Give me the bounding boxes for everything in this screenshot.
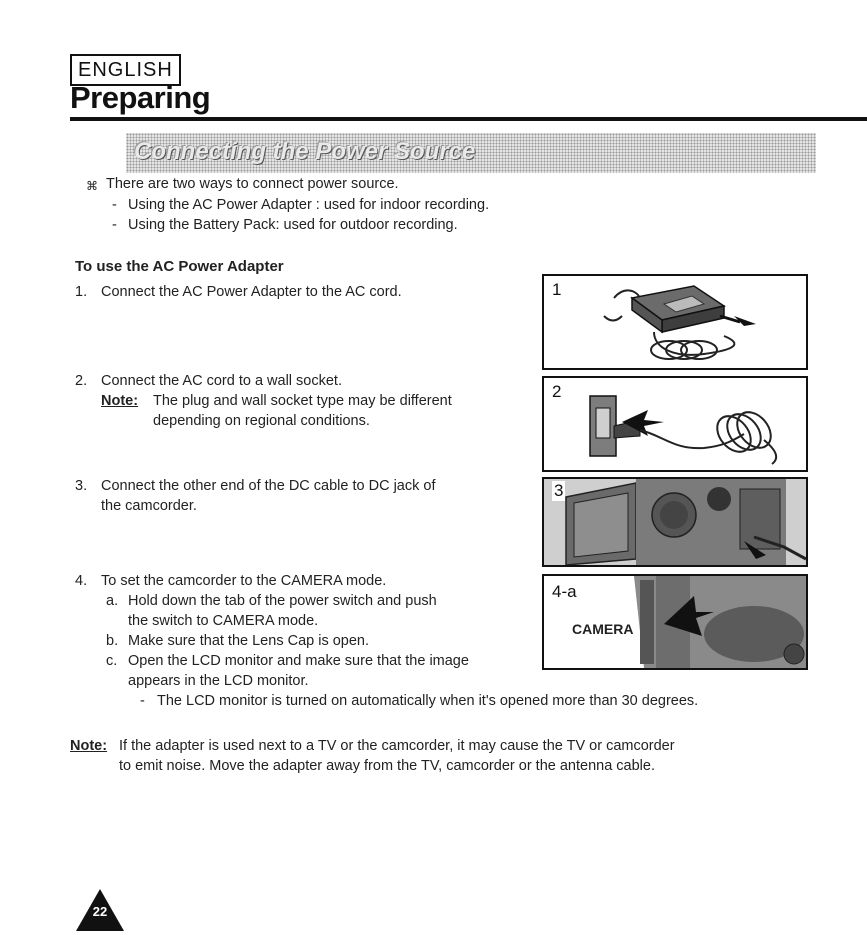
step-number: 4. <box>75 573 88 589</box>
figure-label: 3 <box>554 481 564 500</box>
figure-label: 4-a <box>552 582 577 601</box>
dash-icon: - <box>112 197 117 213</box>
figure-ac-adapter <box>542 274 808 370</box>
figure-label: 1 <box>552 280 562 299</box>
camera-mode-label: CAMERA <box>572 621 634 637</box>
note-label: Note: <box>70 738 108 754</box>
step-3-line2: the camcorder. <box>101 498 197 514</box>
step-3-line1: Connect the other end of the DC cable to DC jack of <box>101 478 436 494</box>
step-4a-line2: the switch to CAMERA mode. <box>128 613 319 629</box>
dash-icon: - <box>140 693 145 709</box>
language-label: ENGLISH <box>70 54 181 86</box>
step-2-note-line1: The plug and wall socket type may be different <box>153 393 452 409</box>
step-2-text: Connect the AC cord to a wall socket. <box>101 373 342 389</box>
step-4c-sub: The LCD monitor is turned on automatically when it's opened more than 30 degrees. <box>157 693 699 709</box>
subsection-title: To use the AC Power Adapter <box>75 258 284 275</box>
figure-camcorder-dc-jack <box>542 477 808 567</box>
substep-label: c. <box>106 653 118 669</box>
step-1-text: Connect the AC Power Adapter to the AC cord. <box>101 284 402 300</box>
step-number: 3. <box>75 478 88 494</box>
substep-label: b. <box>106 633 119 649</box>
intro-option-ac: Using the AC Power Adapter : used for indoor recording. <box>128 197 490 213</box>
step-2-note-line2: depending on regional conditions. <box>153 413 370 429</box>
step-number: 2. <box>75 373 88 389</box>
figure-wall-socket <box>542 376 808 472</box>
page-number: 22 <box>92 904 108 919</box>
bullet-icon: ⌘ <box>86 179 98 193</box>
step-4b-text: Make sure that the Lens Cap is open. <box>128 633 370 649</box>
step-2-note-label: Note: <box>101 393 139 409</box>
step-4c-line1: Open the LCD monitor and make sure that the image <box>128 653 469 669</box>
dash-icon: - <box>112 217 117 233</box>
page-title: Preparing <box>70 80 211 115</box>
step-4a-line1: Hold down the tab of the power switch and push <box>128 593 437 609</box>
intro-option-battery: Using the Battery Pack: used for outdoor recording. <box>128 217 458 233</box>
socket-illustration <box>544 378 806 470</box>
step-4-text: To set the camcorder to the CAMERA mode. <box>101 573 387 589</box>
note-line2: to emit noise. Move the adapter away from the TV, camcorder or the antenna cable. <box>119 758 655 774</box>
figure-label: 2 <box>552 382 562 401</box>
camcorder-illustration <box>544 479 806 565</box>
adapter-illustration <box>544 276 806 368</box>
title-rule <box>70 117 867 121</box>
step-4c-line2: appears in the LCD monitor. <box>128 673 309 689</box>
intro-text: There are two ways to connect power source. <box>106 176 399 192</box>
step-number: 1. <box>75 284 88 300</box>
substep-label: a. <box>106 593 119 609</box>
figure-camera-mode <box>542 574 808 670</box>
section-title: Connecting the Power Source <box>134 138 476 165</box>
note-line1: If the adapter is used next to a TV or the camcorder, it may cause the TV or camcorder <box>119 738 675 754</box>
